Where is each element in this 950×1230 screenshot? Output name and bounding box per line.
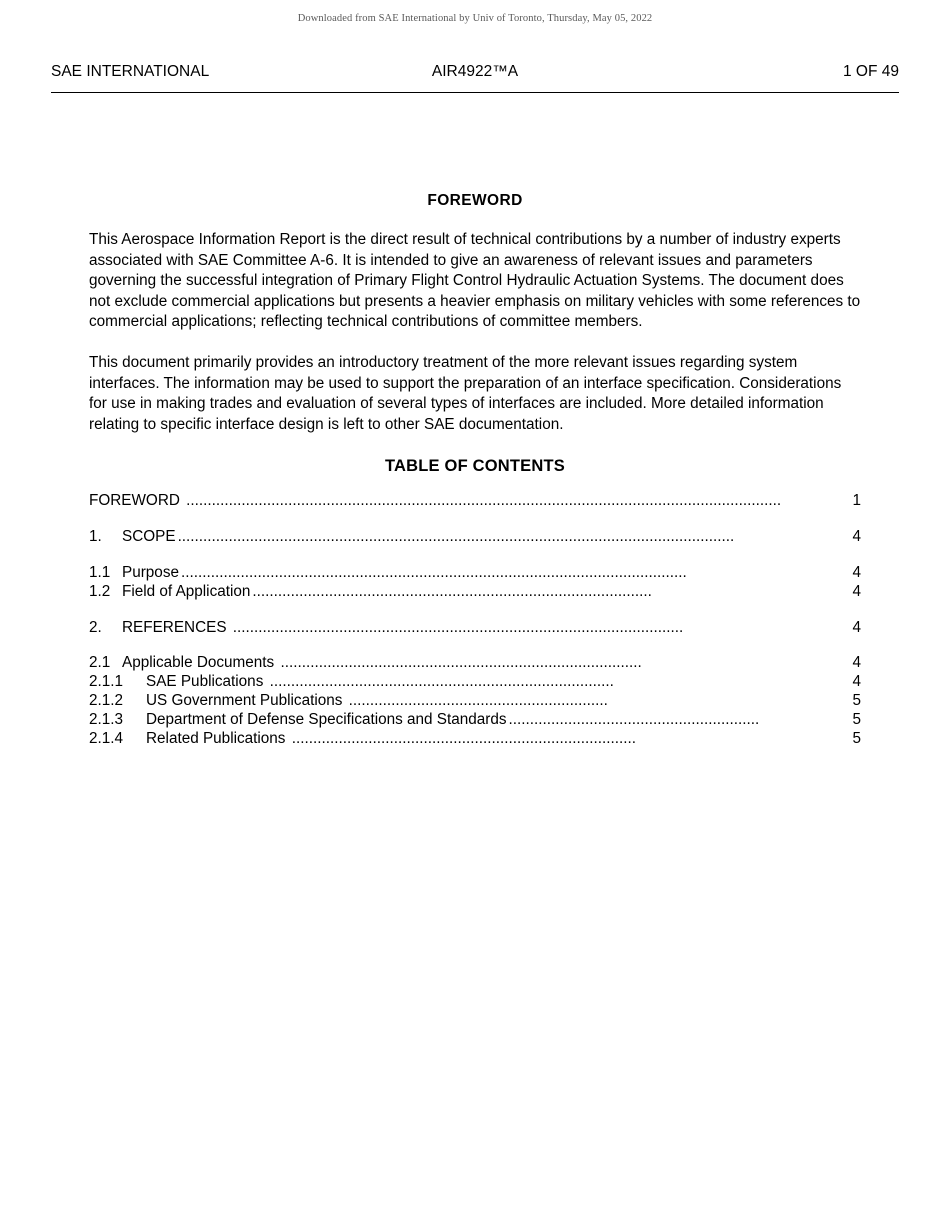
toc-entry-page: 4 [852, 654, 861, 672]
toc-leader-dots: .......................................................................................................... [228, 618, 684, 636]
download-watermark: Downloaded from SAE International by Univ of Toronto, Thursday, May 05, 2022 [297, 13, 653, 24]
toc-entry-number: 2.1 [89, 654, 111, 672]
toc-entry-label: Related Publications [146, 729, 286, 747]
toc-entry-sae-publications[interactable] [89, 673, 861, 692]
toc-leader-dots: ........................................................... [508, 710, 760, 728]
toc-leader-dots: ................................................................................. [287, 729, 636, 747]
toc-entry-number: 1.1 [89, 563, 111, 581]
toc-leader-dots: ................................................................................................................................... [177, 528, 735, 546]
toc-entry-page: 4 [852, 673, 861, 691]
toc-entry-page: 4 [852, 563, 861, 581]
foreword-paragraph-1: This Aerospace Information Report is the direct result of technical contributions by a number of industry experts associated with SAE Committee A-6. It is intended to give an awareness of relevant issues and parameters governing the successful integration of Primary Flight Control Hydraulic Actuation Systems. The document does not exclude commercial applications but presents a heavier emphasis on military vehicles with some references to commercial applications; reflecting technical contributions of committee members. [89, 231, 861, 331]
toc-entry-number: 2.1.4 [89, 729, 124, 747]
spacer [51, 210, 899, 230]
toc-entry-page: 4 [852, 582, 861, 600]
toc-entry-label: SCOPE [122, 528, 176, 546]
toc-entry-number: 2.1.2 [89, 691, 124, 709]
toc-entry-foreword[interactable] [89, 492, 861, 511]
toc-entry-label: Purpose [122, 563, 179, 581]
toc-entry-page: 5 [852, 729, 861, 747]
toc-entry-label: Applicable Documents [122, 654, 275, 672]
toc-entry-page: 5 [852, 710, 861, 728]
toc-entry-label: Department of Defense Specifications and Standards [146, 710, 507, 728]
toc-entry-scope[interactable] [89, 528, 861, 547]
toc-entry-number: 1.2 [89, 582, 111, 600]
toc-entry-label: Field of Application [122, 582, 251, 600]
toc-entry-number: 2.1.1 [89, 673, 124, 691]
foreword-heading: FOREWORD [427, 192, 523, 209]
toc-entry-number: 1. [89, 528, 102, 546]
toc-entry-us-government-publications[interactable] [89, 692, 861, 711]
toc-entry-field-of-application[interactable] [89, 583, 861, 602]
toc-entry-purpose[interactable] [89, 564, 861, 583]
toc-leader-dots: ..................................................................................... [276, 654, 642, 672]
foreword-paragraph-2: This document primarily provides an introductory treatment of the more relevant issues regarding system interfaces. The information may be used to support the preparation of an interface specification. Considerations for use in making trades and evaluation of several types of interfaces are included. More detailed information relating to specific interface design is left to other SAE documentation. [89, 353, 842, 433]
header-organization: SAE INTERNATIONAL [51, 63, 210, 80]
toc-leader-dots: ............................................................................................................................................ [181, 492, 782, 510]
toc-entry-page: 1 [852, 492, 861, 510]
page-header [51, 63, 899, 81]
toc-entry-related-publications[interactable] [89, 730, 861, 749]
spacer [51, 333, 899, 353]
header-page-count: 1 OF 49 [843, 63, 899, 80]
toc-entry-number: 2.1.3 [89, 710, 124, 728]
page-content [51, 120, 899, 748]
header-document-number: AIR4922™A [431, 63, 519, 80]
toc-entry-number: 2. [89, 618, 102, 636]
table-of-contents [51, 492, 899, 748]
toc-entry-dod-specifications[interactable] [89, 711, 861, 730]
toc-entry-page: 4 [852, 528, 861, 546]
toc-entry-references[interactable] [89, 619, 861, 638]
toc-leader-dots: ................................................................................. [265, 673, 614, 691]
toc-leader-dots: ............................................................. [344, 691, 608, 709]
toc-entry-applicable-documents[interactable] [89, 654, 861, 673]
toc-entry-label: US Government Publications [146, 691, 343, 709]
toc-entry-page: 4 [852, 618, 861, 636]
toc-leader-dots: ....................................................................................................................... [180, 563, 687, 581]
toc-entry-label: SAE Publications [146, 673, 264, 691]
table-of-contents-heading: TABLE OF CONTENTS [384, 457, 565, 476]
toc-entry-page: 5 [852, 691, 861, 709]
header-divider [51, 92, 899, 93]
toc-entry-label: FOREWORD [89, 492, 180, 510]
toc-entry-label: REFERENCES [122, 618, 227, 636]
toc-leader-dots: .............................................................................................. [252, 582, 652, 600]
